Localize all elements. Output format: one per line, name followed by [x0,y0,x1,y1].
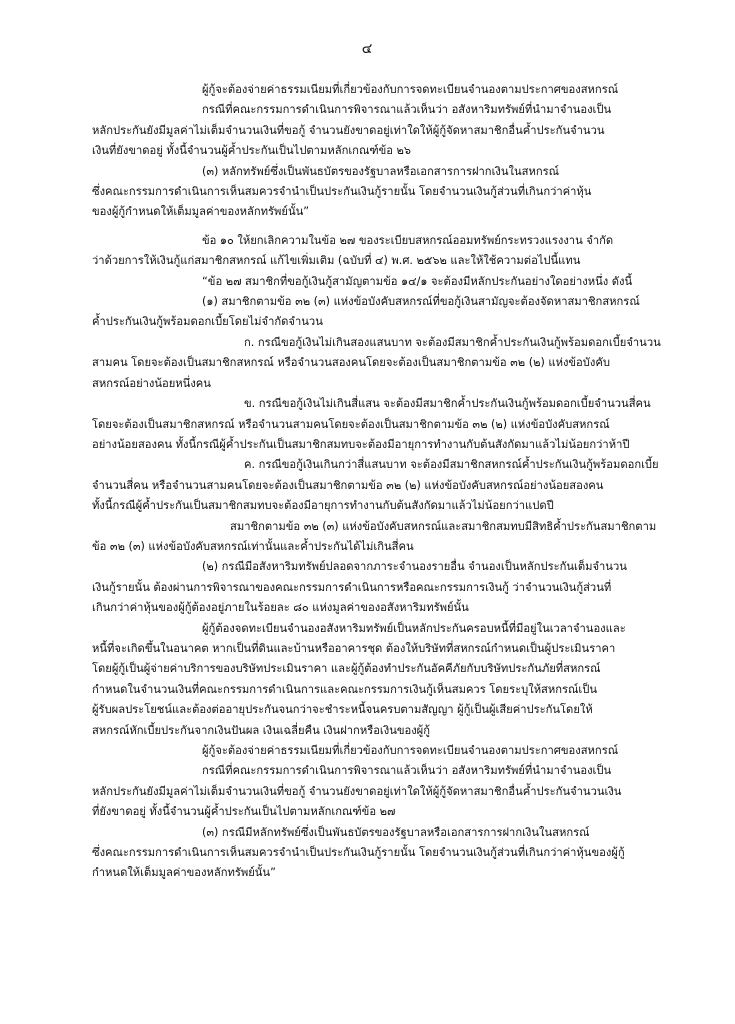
text-line: ผู้กู้จะต้องจ่ายค่าธรรมเนียมที่เกี่ยวข้องกับการจดทะเบียนจำนองตามประกาศของสหกรณ์ [202,83,619,96]
text-line: หลักประกันยังมีมูลค่าไม่เต็มจำนวนเงินที่ขอกู้ จำนวนยังขาดอยู่เท่าใดให้ผู้กู้จัดหาสมาชิกอื่นค้ำประกันจำนวน [92,123,605,137]
text-line: เกินกว่าค่าหุ้นของผู้กู้ต้องอยู่ภายในร้อยละ ๘๐ แห่งมูลค่าของอสังหาริมทรัพย์นั้น [92,601,469,615]
text-line: โดยผู้กู้เป็นผู้จ่ายค่าบริการของบริษัทประเมินราคา และผู้กู้ต้องทำประกันอัคคีภัยกับบริษัทประกันภัยที่สหกรณ์ [92,662,601,676]
text-line: ทั้งนี้กรณีผู้ค้ำประกันเป็นสมาชิกสมทบจะต้องมีอายุการทำงานกับต้นสังกัดมาแล้วไม่น้อยกว่าแปดปี [92,499,554,513]
text-line: ซึ่งคณะกรรมการดำเนินการเห็นสมควรจำนำเป็นประกันเงินกู้รายนั้น โดยจำนวนเงินกู้ส่วนที่เกินกว่าค่าหุ้น [92,185,592,199]
page-number: ๔ [361,41,374,57]
text-line: กำหนดในจำนวนเงินที่คณะกรรมการดำเนินการและคณะกรรมการเงินกู้เห็นสมควร โดยระบุให้สหกรณ์เป็น [92,682,597,696]
text-line: สามคน โดยจะต้องเป็นสมาชิกสหกรณ์ หรือจำนวนสองคนโดยจะต้องเป็นสมาชิกตามข้อ ๓๒ (๒) แห่งข้อบังคับ [92,356,610,370]
text-line: (๓) หลักทรัพย์ซึ่งเป็นพันธบัตรของรัฐบาลหรือเอกสารการฝากเงินในสหกรณ์ [202,164,559,178]
text-line: ที่ยังขาดอยู่ ทั้งนี้จำนวนผู้ค้ำประกันเป็นไปตามหลักเกณฑ์ข้อ ๒๗ [92,805,396,819]
text-line: กรณีที่คณะกรรมการดำเนินการพิจารณาแล้วเห็นว่า อสังหาริมทรัพย์ที่นำมาจำนองเป็น [202,103,612,117]
text-line: อย่างน้อยสองคน ทั้งนี้กรณีผู้ค้ำประกันเป็นสมาชิกสมทบจะต้องมีอายุการทำงานกับต้นสังกัดมาแล้วไม่น้อยกว่าห้าปี [92,437,630,451]
text-line: ผู้กู้จะต้องจ่ายค่าธรรมเนียมที่เกี่ยวข้องกับการจดทะเบียนจำนองตามประกาศของสหกรณ์ [202,744,619,757]
text-line: ซึ่งคณะกรรมการดำเนินการเห็นสมควรจำนำเป็นประกันเงินกู้รายนั้น โดยจำนวนเงินกู้ส่วนที่เกินกว่าค่าหุ้นของผู้กู้ [92,846,625,860]
text-line: เงินกู้รายนั้น ต้องผ่านการพิจารณาของคณะกรรมการดำเนินการหรือคณะกรรมการเงินกู้ ว่าจำนวนเงินกู้ส่วนที่ [92,580,612,594]
text-line: ค. กรณีขอกู้เงินเกินกว่าสี่แสนบาท จะต้องมีสมาชิกสหกรณ์ค้ำประกันเงินกู้พร้อมดอกเบี้ย [244,458,659,472]
text-line: ค้ำประกันเงินกู้พร้อมดอกเบี้ยโดยไม่จำกัดจำนวน [92,315,323,329]
text-line: ของผู้กู้กำหนดให้เต็มมูลค่าของหลักทรัพย์นั้น” [92,205,310,219]
text-line: จำนวนสี่คน หรือจำนวนสามคนโดยจะต้องเป็นสมาชิกตามข้อ ๓๒ (๒) แห่งข้อบังคับสหกรณ์อย่างน้อยสองคน [92,478,604,492]
document-body [92,80,692,884]
text-line: (๓) กรณีมีหลักทรัพย์ซึ่งเป็นพันธบัตรของรัฐบาลหรือเอกสารการฝากเงินในสหกรณ์ [202,825,590,839]
text-line: โดยจะต้องเป็นสมาชิกสหกรณ์ หรือจำนวนสามคนโดยจะต้องเป็นสมาชิกตามข้อ ๓๒ (๒) แห่งข้อบังคับสหกรณ์ [92,417,610,431]
paragraph-gap [92,223,692,231]
text-line: ก. กรณีขอกู้เงินไม่เกินสองแสนบาท จะต้องมีสมาชิกค้ำประกันเงินกู้พร้อมดอกเบี้ยจำนวน [244,335,661,349]
text-line: กำหนดให้เต็มมูลค่าของหลักทรัพย์นั้น” [92,866,276,880]
text-line: สมาชิกตามข้อ ๓๒ (๓) แห่งข้อบังคับสหกรณ์และสมาชิกสมทบมีสิทธิค้ำประกันสมาชิกตาม [230,519,657,533]
text-line: ผู้รับผลประโยชน์และต้องต่ออายุประกันจนกว่าจะชำระหนี้จนครบตามสัญญา ผู้กู้เป็นผู้เสียค่าประกันโดยให้ [92,703,593,717]
text-line: หนี้ที่จะเกิดขึ้นในอนาคต หากเป็นที่ดินและบ้านหรืออาคารชุด ต้องให้บริษัทที่สหกรณ์กำหนดเป็นผู้ประเมินราคา [92,641,616,655]
text-line: หลักประกันยังมีมูลค่าไม่เต็มจำนวนเงินที่ขอกู้ จำนวนยังขาดอยู่เท่าใดให้ผู้กู้จัดหาสมาชิกอื่นค้ำประกันจำนวนเงิน [92,784,622,798]
text-line: (๒) กรณีมีอสังหาริมทรัพย์ปลอดจากภาระจำนองรายอื่น จำนองเป็นหลักประกันเต็มจำนวน [202,560,627,574]
text-line: เงินที่ยังขาดอยู่ ทั้งนี้จำนวนผู้ค้ำประกันเป็นไปตามหลักเกณฑ์ข้อ ๒๖ [92,144,412,158]
text-line: ข. กรณีขอกู้เงินไม่เกินสี่แสน จะต้องมีสมาชิกค้ำประกันเงินกู้พร้อมดอกเบี้ยจำนวนสี่คน [244,397,651,411]
text-line: กรณีที่คณะกรรมการดำเนินการพิจารณาแล้วเห็นว่า อสังหาริมทรัพย์ที่นำมาจำนองเป็น [202,764,612,778]
text-line: ข้อ ๓๒ (๓) แห่งข้อบังคับสหกรณ์เท่านั้นและค้ำประกันได้ไม่เกินสี่คน [92,539,414,553]
text-line: ผู้กู้ต้องจดทะเบียนจำนองอสังหาริมทรัพย์เป็นหลักประกันครอบหนี้ที่มีอยู่ในเวลาจำนองและ [202,621,626,635]
text-line: (๑) สมาชิกตามข้อ ๓๒ (๓) แห่งข้อบังคับสหกรณ์ที่ขอกู้เงินสามัญจะต้องจัดหาสมาชิกสหกรณ์ [202,295,640,309]
text-line: สหกรณ์หักเบี้ยประกันจากเงินปันผล เงินเฉลี่ยคืน เงินฝากหรือเงินของผู้กู้ [92,723,431,737]
text-line: สหกรณ์อย่างน้อยหนึ่งคน [92,376,211,390]
text-line: “ข้อ ๒๗ สมาชิกที่ขอกู้เงินกู้สามัญตามข้อ ๑๔/๑ จะต้องมีหลักประกันอย่างใดอย่างหนึ่ง ดังนี้ [202,274,633,288]
text-line: ข้อ ๑๐ ให้ยกเลิกความในข้อ ๒๗ ของระเบียบสหกรณ์ออมทรัพย์กระทรวงแรงงาน จำกัด [202,233,614,247]
text-line: ว่าด้วยการให้เงินกู้แก่สมาชิกสหกรณ์ แก้ไขเพิ่มเติม (ฉบับที่ ๔) พ.ศ. ๒๕๖๒ และให้ใช้ความต่อไปนี้แทน [92,254,581,268]
